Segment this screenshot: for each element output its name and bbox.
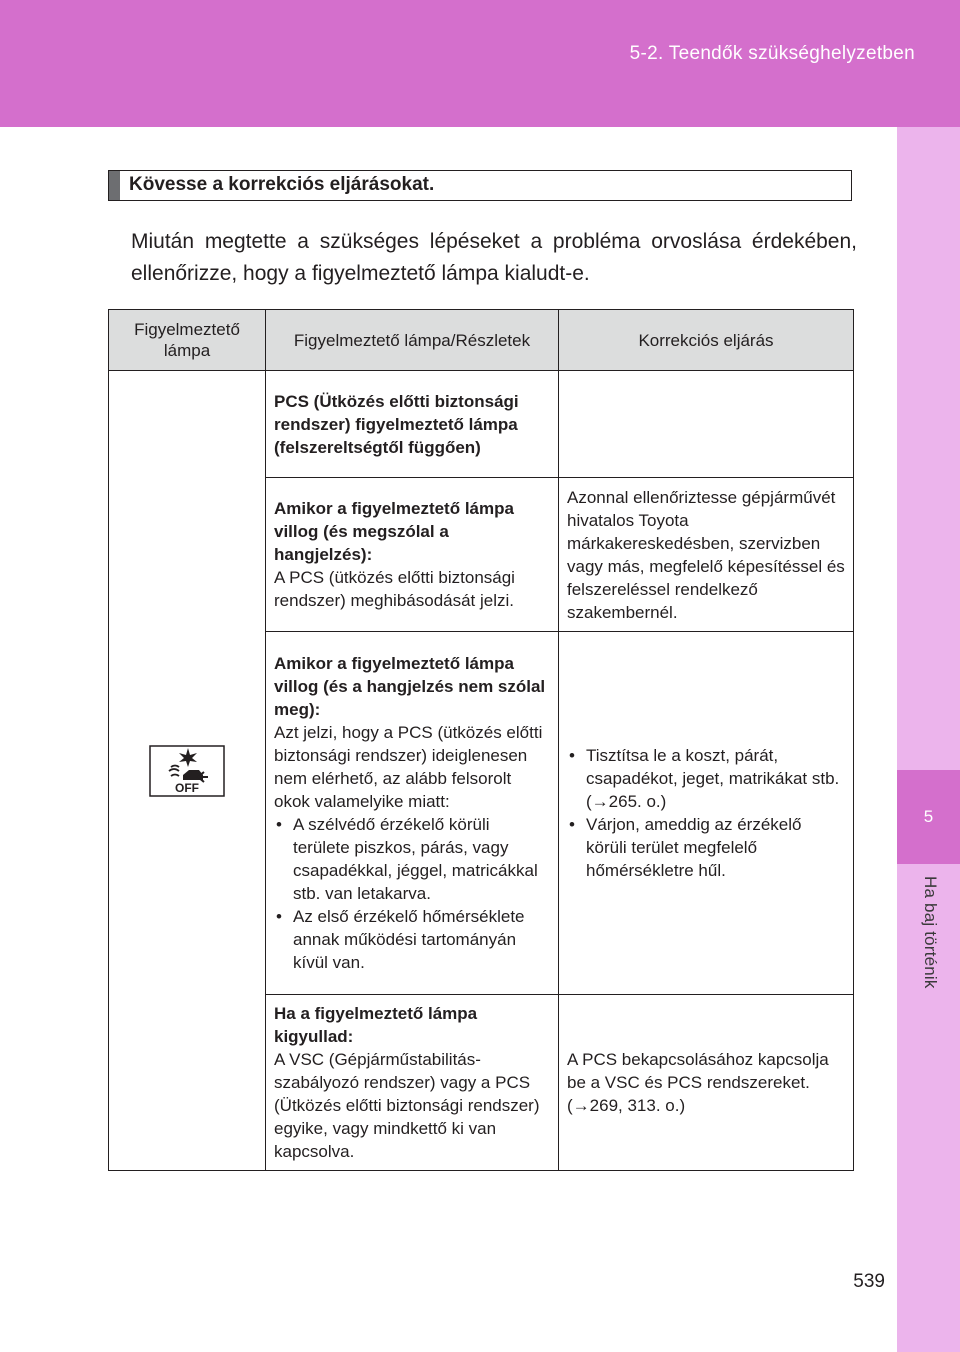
side-tab-strip	[897, 127, 960, 1352]
procedure-text: Azonnal ellenőriztesse gépjárművét hivatalos Toyota márkakereskedésben, szervizben vagy más, megfelelő képesítéssel és felszereléssel rendelkező szakembernél.	[567, 487, 845, 622]
warning-light-table	[108, 309, 854, 1171]
procedure-text: A PCS bekapcsolásához kapcsolja be a VSC és PCS rendszereket. (→269, 313. o.)	[567, 1050, 829, 1115]
details-cell	[266, 632, 559, 995]
chapter-tab: 5	[897, 770, 960, 864]
page-number: 539	[853, 1271, 885, 1292]
details-cell	[266, 995, 559, 1171]
pcs-off-icon	[149, 745, 225, 797]
table-header-row	[109, 310, 854, 371]
header-title: 5-2. Teendők szükséghelyzetben	[629, 43, 915, 64]
details-cell	[266, 478, 559, 632]
row-title: Amikor a figyelmeztető lámpa villog (és a hangjelzés nem szólal meg):	[274, 654, 546, 719]
procedure-cell	[559, 995, 854, 1171]
list-item: • A szélvédő érzékelő körüli területe piszkos, párás, vagy csapadékkal, jéggel, matricákkal stb. van letakarva.	[274, 813, 550, 905]
table-row	[109, 371, 854, 478]
icon-cell	[109, 371, 266, 1171]
row-title-cell	[266, 371, 559, 478]
row-title: Ha a figyelmeztető lámpa kigyullad:	[274, 1004, 478, 1046]
row-text: Azt jelzi, hogy a PCS (ütközés előtti biztonsági rendszer) ideiglenesen nem elérhető, az alább felsorolt okok valamelyike miatt:	[274, 723, 543, 811]
header-cell-procedure: Korrekciós eljárás	[559, 310, 854, 371]
pcs-lamp-title: PCS (Ütközés előtti biztonsági rendszer) figyelmeztető lámpa (felszereltségtől függően)	[274, 391, 519, 457]
header-bar	[0, 0, 960, 127]
section-heading: Kövesse a korrekciós eljárásokat.	[129, 174, 435, 195]
header-cell-details: Figyelmeztető lámpa/Részletek	[266, 310, 559, 371]
list-item: • Tisztítsa le a koszt, párát, csapadékot, jeget, matrikákat stb. (→265. o.)	[567, 744, 845, 813]
intro-paragraph: Miután megtette a szükséges lépéseket a probléma orvoslása érdekében, ellenőrizze, hogy a figyelmeztető lámpa kialudt-e.	[131, 230, 857, 285]
empty-procedure-cell	[559, 371, 854, 478]
row-text: A VSC (Gépjárműstabilitás-szabályozó rendszer) vagy a PCS (Ütközés előtti biztonsági rendszer) egyike, vagy mindkettő ki van kapcsolva.	[274, 1050, 540, 1161]
chapter-tab-label: Ha baj történik	[921, 876, 940, 989]
section-heading-bar	[109, 171, 120, 200]
pcs-off-label: OFF	[175, 780, 199, 795]
procedure-cell	[559, 478, 854, 632]
list-item: • Az első érzékelő hőmérséklete annak működési tartományán kívül van.	[274, 905, 550, 974]
row-title: Amikor a figyelmeztető lámpa villog (és megszólal a hangjelzés):	[274, 499, 514, 564]
list-item: • Várjon, ameddig az érzékelő körüli terület megfelelő hőmérsékletre hűl.	[567, 813, 845, 882]
header-cell-light: Figyelmeztető lámpa	[109, 310, 266, 371]
section-heading-box	[108, 170, 852, 201]
procedure-cell	[559, 632, 854, 995]
row-text: A PCS (ütközés előtti biztonsági rendszer) meghibásodását jelzi.	[274, 568, 515, 610]
